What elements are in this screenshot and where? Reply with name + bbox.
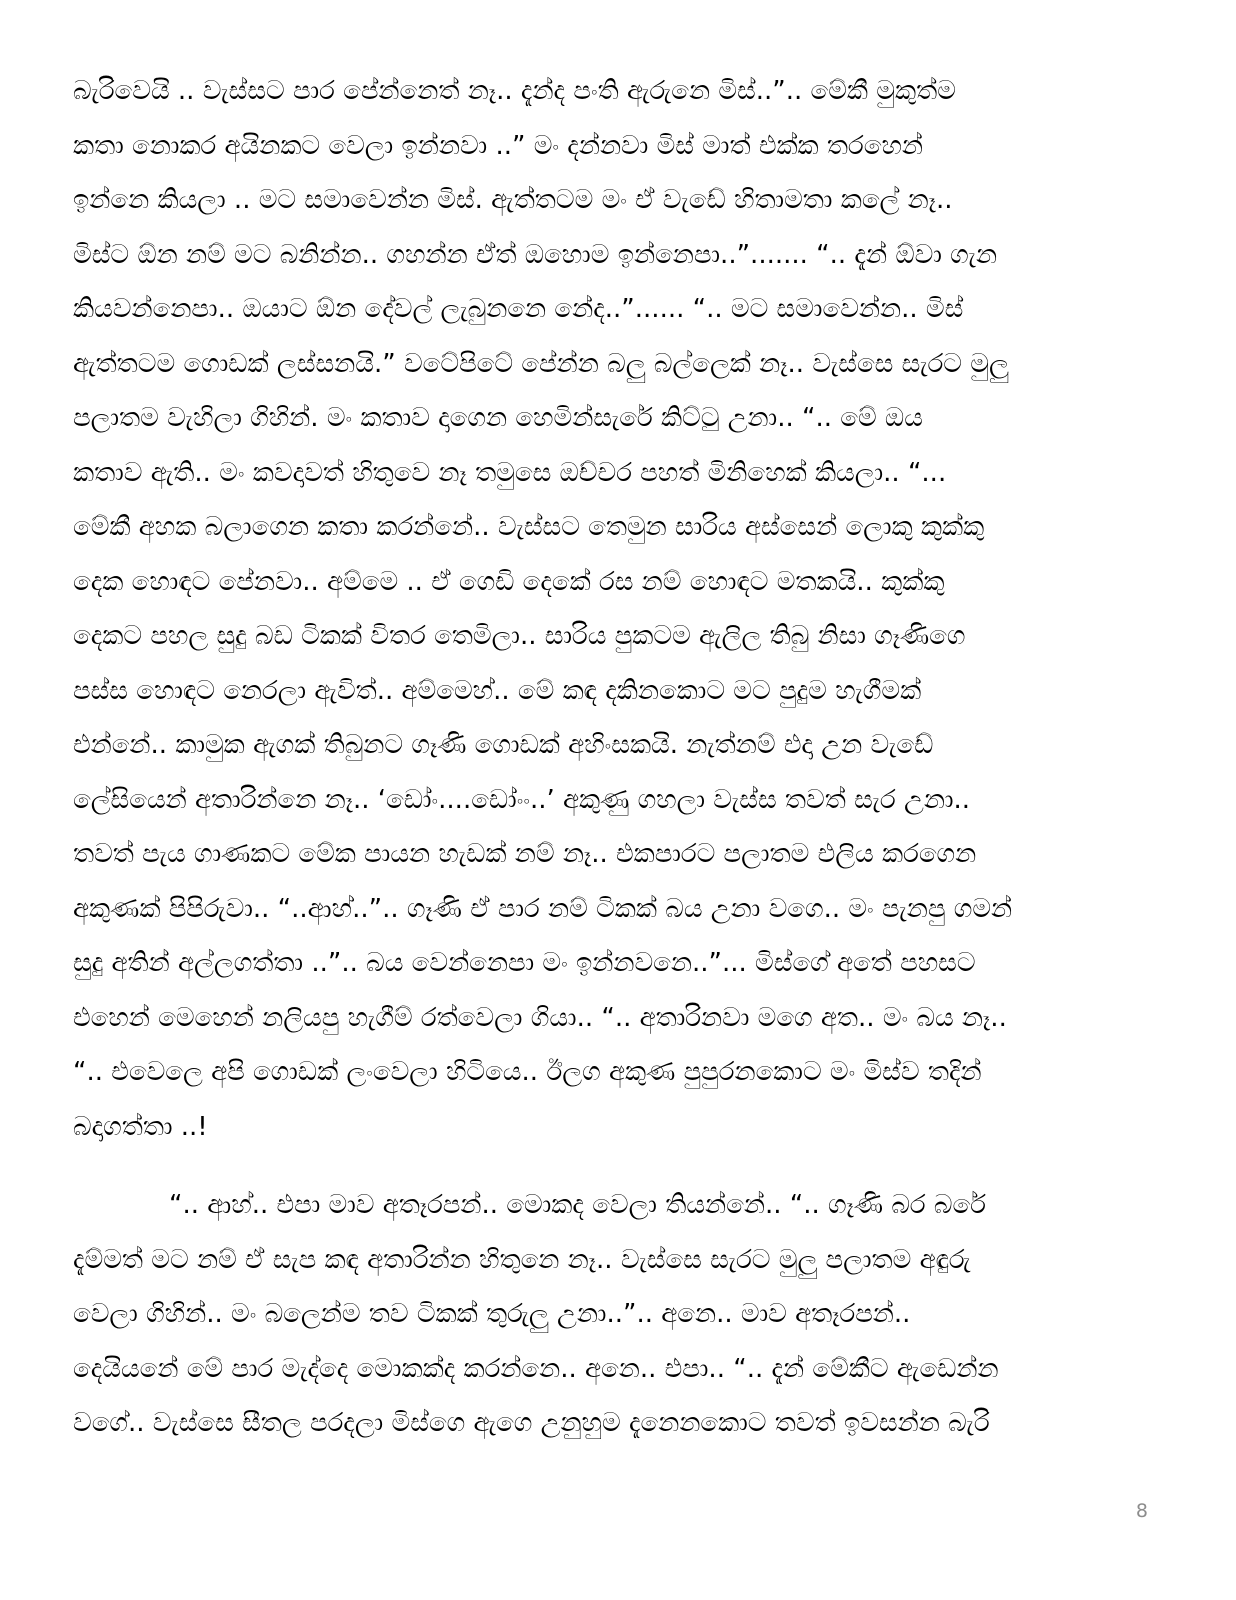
text-line: බදාගත්තා ..!: [73, 1111, 208, 1142]
text-line: දෙයියනේ මේ පාර මැද්දෙ මොකක්ද කරන්නෙ.. අනෙ.. එපා.. “.. දැන් මේකීට ඇඩෙන්න: [73, 1353, 999, 1384]
text-line: කියවන්නෙපා.. ඔයාට ඕන දේවල් ලැබුනනෙ නේද..”...... “.. මට සමාවෙන්න.. මිස්: [73, 294, 964, 324]
text-line: අකුණක් පිපිරුවා.. “..ආහ්..”.. ගෑණි ඒ පාර නම් ටිකක් බය උනා වගෙ.. මං පැනපු ගමන්: [73, 893, 1013, 924]
text-line: දෙකට පහල සුදු බඩ ටිකක් විතර තෙමිලා.. සාරිය පුකටම ඇලිල තිබු නිසා ගෑණිගෙ: [73, 621, 966, 651]
text-line: ලේසියෙන් අතාරින්නෙ නෑ.. ‘ඩෝං....ඩෝංං..’ අකුණු ගහලා වැස්ස තවත් සැර උනා..: [73, 784, 971, 815]
text-line: බැරිවෙයි .. වැස්සට පාර පේන්නෙත් නෑ.. දැන්ද පංති ඇරුනෙ මිස්..”.. මේකී මුකුත්ම: [73, 76, 956, 106]
text-line: මේකී අහක බලාගෙන කතා කරන්නේ.. වැස්සට තෙමුන සාරිය අස්සෙන් ලොකු කුක්කු: [73, 512, 985, 542]
text-line: වගේ.. වැස්සෙ සීතල පරදලා මිස්ගෙ ඇගෙ උනුහුම දැනෙනකොට තවත් ඉවසන්න බැරි: [73, 1408, 990, 1438]
page-number: 8: [1135, 1500, 1148, 1522]
text-line: පස්ස හොඳට නෙරලා ඇවිත්.. අම්මෙහ්.. මේ කඳ දකිනකොට මට පුදුම හැගීමක්: [73, 675, 922, 706]
text-line: කතා නොකර අයිනකට වෙලා ඉන්නවා ..” මං දන්නවා මිස් මාත් එක්ක තරහෙන්: [73, 130, 924, 161]
paragraph-gap: [73, 1154, 1163, 1178]
paragraph-2: [73, 1178, 1163, 1451]
text-line: වෙලා ගිහින්.. මං බලෙන්ම තව ටිකක් තුරුලු උනා..”.. අනෙ.. මාව අතෑරපන්..: [73, 1299, 911, 1329]
text-line: ඉන්නෙ කියලා .. මට සමාවෙන්න මිස්. ඇත්තටම මං ඒ වැඩේ හිතාමතා කලේ නෑ..: [73, 185, 953, 215]
text-line: එහෙන් මෙහෙන් නලියපු හැගීම් රත්වෙලා ගියා.. “.. අතාරිනවා මගෙ අත.. මං බය නෑ..: [73, 1002, 1007, 1033]
paragraph-1: [73, 64, 1163, 1154]
text-line: තවත් පැය ගාණකට මේක පායන හැඩක් නම් නෑ.. එකපාරට පලාතම එලිය කරගෙන: [73, 839, 977, 869]
text-line: කතාව ඇති.. මං කවදාවත් හිතුවෙ නෑ තමුසෙ ඔච්චර පහත් මිනිහෙක් කියලා.. “...: [73, 457, 947, 488]
text-line: “.. ආහ්.. එපා මාව අතෑරපන්.. මොකද වෙලා තියන්නේ.. “.. ගෑණි බර බරේ: [169, 1190, 986, 1220]
body-text: [73, 64, 1163, 1451]
text-line: දැම්මත් මට නම් ඒ සැප කඳ අතාරින්න හිතුනෙ නෑ.. වැස්සෙ සැරට මුලු පලාතම අඳුරු: [73, 1244, 971, 1275]
text-line: ඇත්තටම ගොඩක් ලස්සනයි.” වටේපිටේ පේන්න බලු බල්ලෙක් නෑ.. වැස්සෙ සැරට මුලු: [73, 348, 1009, 379]
text-line: “.. එවෙලෙ අපි ගොඩක් ලංවෙලා හිටියෙ.. ඊලග අකුණ පුපුරනකොට මං මිස්ව තදින්: [73, 1057, 982, 1087]
text-line: එන්නේ.. කාමුක ඇගක් තිබුනට ගෑණි ගොඩක් අහිංසකයි. නැත්නම් එදා උන වැඩේ: [73, 730, 934, 760]
text-line: මිස්ට ඕන නම් මට බනින්න.. ගහන්න ඒත් ඔහොම ඉන්නෙපා..”....... “.. දැන් ඕවා ගැන: [73, 239, 998, 270]
text-line: දෙක හොඳට පේනවා.. අම්මෙ .. ඒ ගෙඩි දෙකේ රස නම් හොඳට මතකයි.. කුක්කු: [73, 566, 945, 597]
text-line: සුදු අතින් අල්ලගත්තා ..”.. බය වෙන්නෙපා මං ඉන්නවනෙ..”... මිස්ගේ අතේ පහසට: [73, 948, 976, 978]
text-line: පලාතම වැහිලා ගිහින්. මං කතාව දාගෙන හෙමින්සැරේ කිට්ටු උනා.. “.. මේ ඔය: [73, 403, 923, 433]
